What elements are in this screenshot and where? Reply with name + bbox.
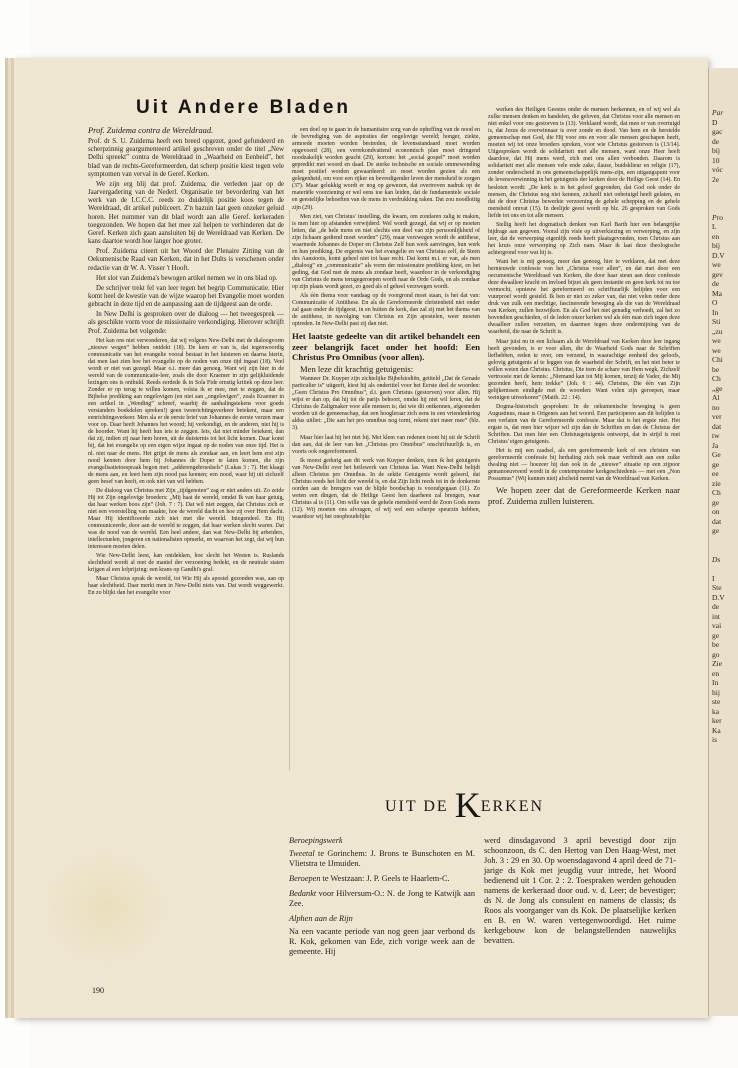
kerken-post: ERKEN (480, 798, 545, 815)
news-item (289, 849, 475, 869)
edge-fragment: O (712, 298, 718, 307)
edge-fragment: gac (712, 127, 723, 136)
section-label: Beroepingswerk (289, 836, 343, 845)
edge-fragment: vóc (712, 165, 723, 174)
edge-fragment: D.V (712, 592, 725, 602)
edge-fragment: ver (712, 412, 722, 421)
column-rule (289, 210, 290, 770)
edge-fragment: dat (712, 516, 722, 526)
edge-fragment: de (712, 279, 720, 288)
edge-fragment: D (712, 117, 718, 127)
edge-fragment: Ma (712, 288, 722, 298)
news-item (289, 874, 475, 884)
edge-fragment: L (712, 222, 717, 231)
edge-fragment: Par (712, 108, 724, 117)
edge-fragment: Pro (712, 212, 723, 222)
news-item-lead: Bedankt (289, 889, 317, 899)
edge-fragment: In (712, 307, 719, 317)
edge-fragment: Ch (712, 374, 721, 383)
quote-paragraph: Maar juist nu in een lichaam als de Wereldraad van Kerken deze leer ingang heeft gevonden, is er voor allen, die de Waarheid Gods naar de Schriften liefhebben, reden te over, om verzend, in waarachtige eenheid des geloofs, gelovig getuigenis af te leggen van de waarheid der Schrift, en het niet beter te willen weten dan Christus. Christus, Die toen de schare van Hem wegk, Zichzelf vertrooste met de kennis: „Niemand kan tot Mij komen, tenzij de Vader, die Mij gezonden heeft, hem trekke” (Joh. 6 : 44). Christus, Die één van Zijn gelijkenissen eindigde met de woorden: Want velen zijn geroepen, maar weinigen uitverkoren” (Matth. 22 : 14). (488, 338, 680, 401)
article-paragraph: Het slot van Zuidema's bewogen artikel nemen we in ons blad op. (96, 274, 278, 282)
edge-fragment: dat (712, 421, 722, 431)
edge-fragment: ee (712, 469, 719, 478)
quote-paragraph: Maar hier laat hij het niet bij. Met klem van redenen toont hij uit de Schrift dan aan, dat de leer van het „Christus pro Omnibus” onschriftuurlijk is, en voorts ook ongereformeerd. (292, 434, 480, 455)
edge-fragment: ge (712, 526, 720, 535)
section-label: Alphen aan de Rijn (289, 914, 353, 924)
closing-paragraph: We hopen zeer dat de Gereformeerde Kerken naar prof. Zuidema zullen luisteren. (488, 485, 680, 506)
edge-fragment: Ge (712, 450, 721, 459)
edge-fragment: go (712, 649, 720, 659)
edge-gap (709, 203, 738, 213)
news-item-text: te Westzaan: J. P. Geels te Haarlem-C. (320, 874, 450, 884)
kerken-pre: UIT DE (385, 798, 455, 815)
edge-fragment: Ja (712, 440, 719, 450)
edge-gap (709, 564, 738, 574)
edge-gap (709, 194, 738, 204)
edge-fragment: on (712, 507, 720, 516)
lead-in: Men leze dit krachtig getuigenis: (300, 363, 414, 374)
edge-fragment: Zie (712, 659, 722, 668)
quote-paragraph: Maar Christus sprak de wereld, tot Wie Hij als apostel gezonden was, aan op haar slechtheid. Daar merkt men in New-Delhi niets van. Dat wordt weggewerkt. En zo blijkt dan het evangelie voor (88, 576, 284, 597)
edge-fragment: tw (712, 431, 720, 440)
edge-fragment: „ge (712, 383, 723, 393)
edge-fragment: zie (712, 478, 721, 488)
edge-fragment: D.V (712, 250, 725, 260)
quote-paragraph: werken des Heiligen Geestes onder de mensen herkennen, en of wij wel als zulke mensen denken en handelen, die geloven, dat Christus voor alle mensen en niet enkel voor ons gestorven is (13). Verklaard wordt, dat men er van overtuigd is, dat Jezus de overwinnaar is over zonde en dood. Van hem en de herstelde gemeenschap met God, die Hij voor ons en voor alle mensen geschapen heeft, moeten wij tot onze broeders spreken, voor wie Christus gestorven is (13/14). Uitgesproken wordt de solidariteit met alle mensen, want onze Heer heeft daardoor, dat Hij mens werd, zich met ons allen verbonden. Daarom is solidariteit met alle mensen vele ende zake, tlause, buidsklieur en religie (17), zonder onderscheid in ons gemeenschappelijk mens-zijn, een uitgangspunt voor de levensverwinning in het getuigenis der kerken door de Heilige Geest (14). En besloten wordt: „De kerk is in het geloof gegronden, dat God ook onder de mensen, die Christus nog niet kennen, zichzelf niet onbetuigd heeft gelaten, en dat de door Christus bewerkte verzoening de gehele schepping en de gehele mensheid omvat (15). In deelijde geest wordt op blz. 26 gesproken van Gods liefde tot ons en tot alle mensen. (488, 107, 680, 219)
edge-fragment: we (712, 345, 721, 355)
edge-fragment: hij (712, 687, 720, 697)
quote-paragraph: De dialoog van Christus met Zijn „tijdgenoten” zag er niet anders uit. Zo zeide Hij tot Zijn ongelovige broeders: „Mij haat de wereld, omdat Ik van haar getuig, dat haar werken boos zijn” (Joh. 7 : 7). Dat wil niet zeggen, dat Christus zich er niet een voorstelling van maakte, hoe de wereld dacht en hoe zij over Hem dacht. Maar Hij identificeerde zich niet met die wereld. Integendeel. En Hij communiceerde, door aan de wereld te zeggen, dat haar werken slecht waren. Dat was de nood van de wereld. Een heel andere, dan wat New-Delhi bij arbeiders, intellectuelen, jongeren en nationalisten opmerkt, en waarvan het zegt, dat wij hun interessen moeten delen. (88, 487, 284, 551)
edge-spacer (709, 68, 738, 108)
edge-fragment: „zu (712, 326, 723, 336)
quote-paragraph: Wie New-Delhi leest, kan ontdekken, hoe slecht het Westen is. Ruslands slechtheid wordt al met de mantel der verzoening bedekt, en de neutrale staten krijgen al een lofprijzing: een krans op Gandhi's graf. (88, 553, 284, 574)
masthead: Uit Andere Bladen (136, 97, 351, 118)
subheading: Het laatste gedeelte van dit artikel behandelt een zeer belangrijk facet onder het hoofd: Een Christus Pro Omnibus (voor allen). (292, 331, 480, 362)
kerken-column-left (289, 836, 475, 962)
edge-fragment: Ka (712, 725, 721, 735)
news-item (289, 889, 475, 909)
edge-fragment: en (712, 668, 720, 678)
news-paragraph: Na een vacante periode van nog geen jaar verbond ds R. Kok, gekomen van Ede, zich vorige week aan de gemeente. Hij (289, 927, 475, 957)
edge-fragment: be (712, 640, 720, 649)
edge-fragment: bij (712, 146, 720, 155)
edge-fragment: In (712, 678, 719, 687)
edge-fragment: Ch (712, 488, 721, 497)
quote-paragraph: Het is mij een raadsel, als een gereformeerde kerk of een christen van gereformeerde confessie bij herhaling zich ook maar verbindt aan een zulke dwaling niet — hoezeer hij dan ook in de „nieuwe” situatie op een zijpoor gemanoeuvreerd wordt in de contemporaine kerkgeschiedenis — met een „Non Possumus” (Wij kunnen niet) afscheid neemt van de Wereldraad van Kerken. (488, 448, 680, 483)
quote-paragraph: Wanneer Dr. Kuyper zijn zichtelijke Bijbelstodiën, getiteld „Dat de Genade particulier is” uitgeeft, kiest hij als ondertitel voor het Eerste deel de woorden: „Geen Christus Pro Omnibus”, d.i. geen Christus (gestorven) voor allen. Hij wijst er dan op, dat hij tot de parijs behoort, omdat hij niet wil leren, dat de Christus de Zaligmaker voor alle mensen is; dat wie dit ontkennen, afgesneden worden uit de gemeenschap, dat een hoogleraar zich eens in een vriendenkring aldus uitliet: „Die aan het pro omnibus nog tornt, rekent niet meer mee” (blz. 3). (292, 376, 480, 432)
quote-paragraph: Men ziet, van Christus' instelling, die kwam, om zondaren zalig te maken, is men hier op afstanden verwijderd. Wel wordt gezegd, dat wij er op moeten letten, dat „de hele mens en niet slechts een deel van zijn persoonlijkheid of zijn lichaam gediend moet worden” (29), maar verzwegen wordt de antithese, waarmede Johannes de Doper en Christus Zelf hun werk aanvingen, hun werk en hun prediking. De ergernis van het evangelie en van Christus zelf, de Steen des Aanstoots, komt geheel niet tot haar recht. Dat komt m.i. er van, als men „dialoog” en „communicatie” als vorm der missionaire prediking kiest, en het geding, dat God met de mens als zondaar heeft, waardoor in de verkondiging van Christus de mens terugegeroepen wordt naar de Orde Gods, en als zondaar op zijn plaats wordt gezet, zo goed als of geheel verzwegen wordt. (292, 213, 480, 291)
edge-fragment: ste (712, 697, 721, 706)
edge-fragment: de (712, 602, 720, 611)
edge-fragment: ker (712, 716, 722, 725)
edge-fragment: I (712, 573, 715, 583)
quote-paragraph: Want het is mij genoeg, meer dan genoeg, hier te verklaren, dat met deze hernieuwde confessie van het „Christus voor allen”, en dat met door een oecumenische Wereldraad van Kerken, die door haar steun aan deze confessie deze dwaalleer kracht en invloed bijzet als geen instantie en geen kerk tot nu toe vermocht, opnieuw het gereformeerd en schriftuurlijk belijden voor een vuurproef wordt gesteld. Ik ben er niet zo zeker van, dat niet velen onder deze druk van zulk een mechtige, fascinerende beweging als die van de Wereldraad van Kerken, zullen bezwijken. En als God het niet genadig verhoedt, zal het zo bovendien geschieden, of de leden onzer kerken wel als één man zich tegen deze dwaalleer zullen verzetten, en daarmee tegen deze ondermijning van de waarheid, die naar de Schrift is. (488, 258, 680, 336)
quote-paragraph: Als één thema voor vandaag op de voorgrond moet staan, is het dat van: Communicatie of Antithese. En als de Gereformeerde christenheid niet onder zal gaan onder de tijdgeest, in en buiten de kerk, dan zal zij met het thema van de antithese, in navolging van Christus en Zijn apostelen, weer moeten optreden. In New-Delhi past zij dan niet. (292, 293, 480, 328)
quote-paragraph: een doel op te gaan in de humanitaire zorg van de opheffing van de nood en de bevrediging van de aspiraties der ongelovige wereld; honger, ziekte, armoede moeten worden bestreden, de levensstandaard moet worden opgevoerd (28), een verrekondvattend economisch plan moet dringend noodzakelijk worden geacht (29), kortom: het „social gospel” moet worden gepredikt met woord en daad. De sterke technische en sociale ommewending moet positief worden gewaardeerd: zo moet worden gezien als een gelegenheid, om voor een rijker en bevredigender leven der mensheid te zorgen (37). Maar gelukkig wordt er nog op gewezen, dat overtreven nadruk op de materiële voorziening er wel eens toe kan leiden, dat de fundamentele sociale en geestelijke behoeften van de mens in verdrukking raken. Dat zou noodlottig zijn (29). (292, 127, 480, 211)
quote-paragraph: Het kan ons niet verwonderen, dat wij volgens New-Delhi met de dialoogvorm „nieuwe wegen” hebben ontdekt (18). De kern er van is, dat tegenwoordig communicatie van het evangelie vooral bestaat in het luisteren en daarna hierin, dat men laat zien hoe het evangelie op de noden van onze tijd ingaat (18). Veel wordt er niet van gezegd. Maar o.i. meer dan genoeg. Want wij zijn hier in de wereld van de communicatie-leer, zoals die door Kraemer in zijn gelijkluidende lezingen ons is onthuld. Reeds eerdede ik in Sola Fide ernstig kritiek op deze leer. Zonder er op terug te willen komen, volsta ik er mee, met te zeggen, dat de Bijbelse prediking aan ongelovigen (en niet aan „ongelovigen”, zoals Kraemer in een artikel in „Wending” schreef, waarbij de aanhalingstekens voor goede verstanders boekdelen spreken!) geen tweerichtingsverkeer betekent, maar een eenrichtingsverkeer. Men sla er de eerste brief van Johannes de eerste verzen maar voor op. Daar heeft Johannes het woord; hij verkondigt, en de anderen, niet hij is de hoorder. Want hij heeft hun iets te zeggen. Iets, dat niet minder betekent, dan dat zij, indien zij naar hem horen, uit de duisternis tot het licht komen. Daar komt bij, dat het evangelie op een eigen wijze ingaat op de noden van onze tijd. Het is nl. niet naar de mens. Het grijpt de mens als zondaar aan, en leert hem erst zijn nood kennen door hem bij Johannes de Doper te laten komen, die zijn evangelisatietoespraak begon met: „adderengebroedsels” (Lukas 3 : 7). Het klaagt de mens aan, en leert hem zijn nood pas kennen; een nood, waar hij uit zichzelf geen besef van heeft, en ook niet van wil hebben. (88, 337, 284, 485)
edge-fragment: Sti (712, 317, 721, 326)
next-page-edge (708, 68, 738, 1016)
edge-fragment: gev (712, 269, 723, 279)
edge-fragment: int (712, 611, 720, 621)
edge-fragment: 2e (712, 174, 720, 184)
edge-fragment: Ds (712, 554, 721, 564)
article-paragraph: De schrijver trekt fel van leer tegen het begrip Communicatie. Hier komt heel de kwestie van de wijze waarop het Evangelie moet worden gebracht in deze tijd en de aanpassing aan de tijdgeest aan de orde. (88, 284, 284, 309)
section-heading-kerken (385, 785, 545, 825)
article-paragraph: In New Delhi is gesproken over de dialoog — het tweegesprek — als geschikte vorm voor de missionaire verkondiging. Hierover schrijft Prof. Zuidema het volgende: (88, 311, 284, 335)
kerken-column-right (484, 836, 676, 952)
news-item-lead: Tweetal (289, 849, 315, 859)
quote-paragraph: Stellig heeft het dogmatisch denken van Karl Barth hier een belangrijke bijdrage aan gegeven. Vooral zijn visie op uitverkiezing en verwerping, en zijn leer, dat de verwerping eigenlijk reeds heeft plaatsgevonden, toen Christus aan het kruis onze verwerping op Zich nam. Maar ik laat deze theologische achtergrond voor wat hij is. (488, 221, 680, 256)
article-paragraph: We zijn erg blij dat prof. Zuidema, die verleden jaar op de Jaarvergadering van de Nederl. Organisatie ter bevordering van het werk van de I.C.C.C. reeds zo duidelijk positie koos tegen de Wereldraad, dit artikel publiceert. Z'n bazuin laat geen onzeker geluid horen. Het nummer van dit blad wordt aan alle Geref. kerkeraden toegezonden. We hopen dat het mee zal helpen te verhinderen dat de Geref. Kerken zich gaan aansluiten bij de Wereldraad van Kerken. De kans daartoe wordt hoe langer hoe groter. (88, 180, 284, 246)
edge-fragment: we (712, 336, 721, 345)
edge-gap (709, 545, 738, 555)
quote-paragraph: Dogma-historisch gesproken: In de oekumenische beweging is geen Augustinus, maar is Origenes aan het woord. Een participeren aan dit belijden is een verlaten van de Gereformeerde confessie. Maar dat is het ergste niet. Het ergste is, dat men hier wijzer wil zijn dan de Schriften en dan de Christus der Schriften. Dat men hier een Christusgetuigenis ontwerpt, dat in strijd is met Christus' eigen getuigenis. (488, 403, 680, 446)
news-item-lead: Beroepen (289, 874, 321, 884)
edge-gap (709, 184, 738, 194)
edge-fragment: ka (712, 706, 720, 716)
edge-fragment: ge (712, 459, 720, 469)
edge-fragment: is (712, 735, 718, 744)
article-paragraph: Prof. dr S. U. Zuidema heeft een breed opgezet, goed gefundeerd en scherpzinnig geargumenteerd artikel geschreven onder de titel „New Delhi spreekt” contra de Wereldraad in „Waarheid en Eenheid”, het blad van de rechts-Gereformeerden, dat scherp positie kiest tegen vele symptomen van verval in de Geref. Kerken. (88, 138, 284, 178)
edge-fragment: ge (712, 630, 720, 640)
edge-fragment: 10 (712, 155, 720, 165)
kerken-right-paragraph: werd dinsdagavond 3 april bevestigd door zijn schoonzoon, ds C. den Hertog van Den Haag-West, met Joh. 3 : 29 en 30. Op woensdagavond 4 april deed de 71-jarige ds Kok met jeugdig vuur intrede, het Woord bedienend uit 1 Cor. 2 : 2. Toespraken werden gehouden namens de kerkeraad door oud. v. d. Leer; de bevestiger; ds N. de Jong als consulent en namens de classis; ds Roos als voorganger van ds Kok. De plaatselijke kerken en B. en W. waren vertegenwoordigd. Het ruime kerkgebouw kon de belangstellenden nauwelijks bevatten. (484, 836, 676, 946)
edge-fragment: Ste (712, 583, 722, 592)
edge-fragment: no (712, 402, 720, 412)
edge-fragment: vai (712, 621, 722, 630)
article-heading: Prof. Zuidema contra de Wereldraad. (88, 126, 214, 135)
edge-gap (709, 536, 738, 546)
kerken-initial: K (454, 785, 481, 825)
edge-fragment: en (712, 231, 720, 241)
edge-fragment: be (712, 364, 720, 374)
column-1 (88, 127, 284, 599)
edge-fragment: Al (712, 393, 720, 402)
edge-fragment: Chi (712, 355, 723, 364)
news-item-text: voor Hilversum-O.: N. de Jong te Katwijk aan Zee. (289, 889, 475, 909)
edge-fragment: de (712, 136, 720, 146)
news-item-text: te Gorinchem: J. Brons te Bunschoten en M. Vlietstra te IJmuiden. (289, 849, 475, 869)
page-number: 190 (92, 986, 104, 995)
edge-fragment: ge (712, 497, 720, 507)
edge-fragment: we (712, 260, 721, 269)
edge-fragment: bij (712, 241, 720, 250)
paper-stain (40, 848, 170, 968)
quote-paragraph: Ik moest gedurig aan dit werk van Kuyper denken, toen ik het getuigenis van New-Delhi over het heilswerk van Christus las. Want New-Delhi belijdt alleen Christus pro Omnibus. In de sektie Getuigenis wordt geleerd, dat Christus reeds het licht der wereld is, en dat Zijn licht reeds tot in de donkerste oorden aan de brengers van de blijde boodschap is voorafgegaan (11). Zo weten een dingen, dat de Heilige Geest hen daarheen zal brengen, waar Christus al is (11). Om wille van de gehele mensheid werd de Zoon Gods mens (12). Wij moeten ons afvragen, of wij wel een scherpe speurzin hebben, waardoor wij het onophoudelijke (292, 457, 480, 521)
column-3 (488, 107, 680, 508)
column-2 (292, 127, 480, 523)
article-paragraph: Prof. Zuidema citeert uit het Woord der Plenaire Zitting van de Oekumenische Raad van Kerken, dat in het Dults is verschenen onder redactie van dr W. A. Visser 't Hooft. (88, 248, 284, 272)
